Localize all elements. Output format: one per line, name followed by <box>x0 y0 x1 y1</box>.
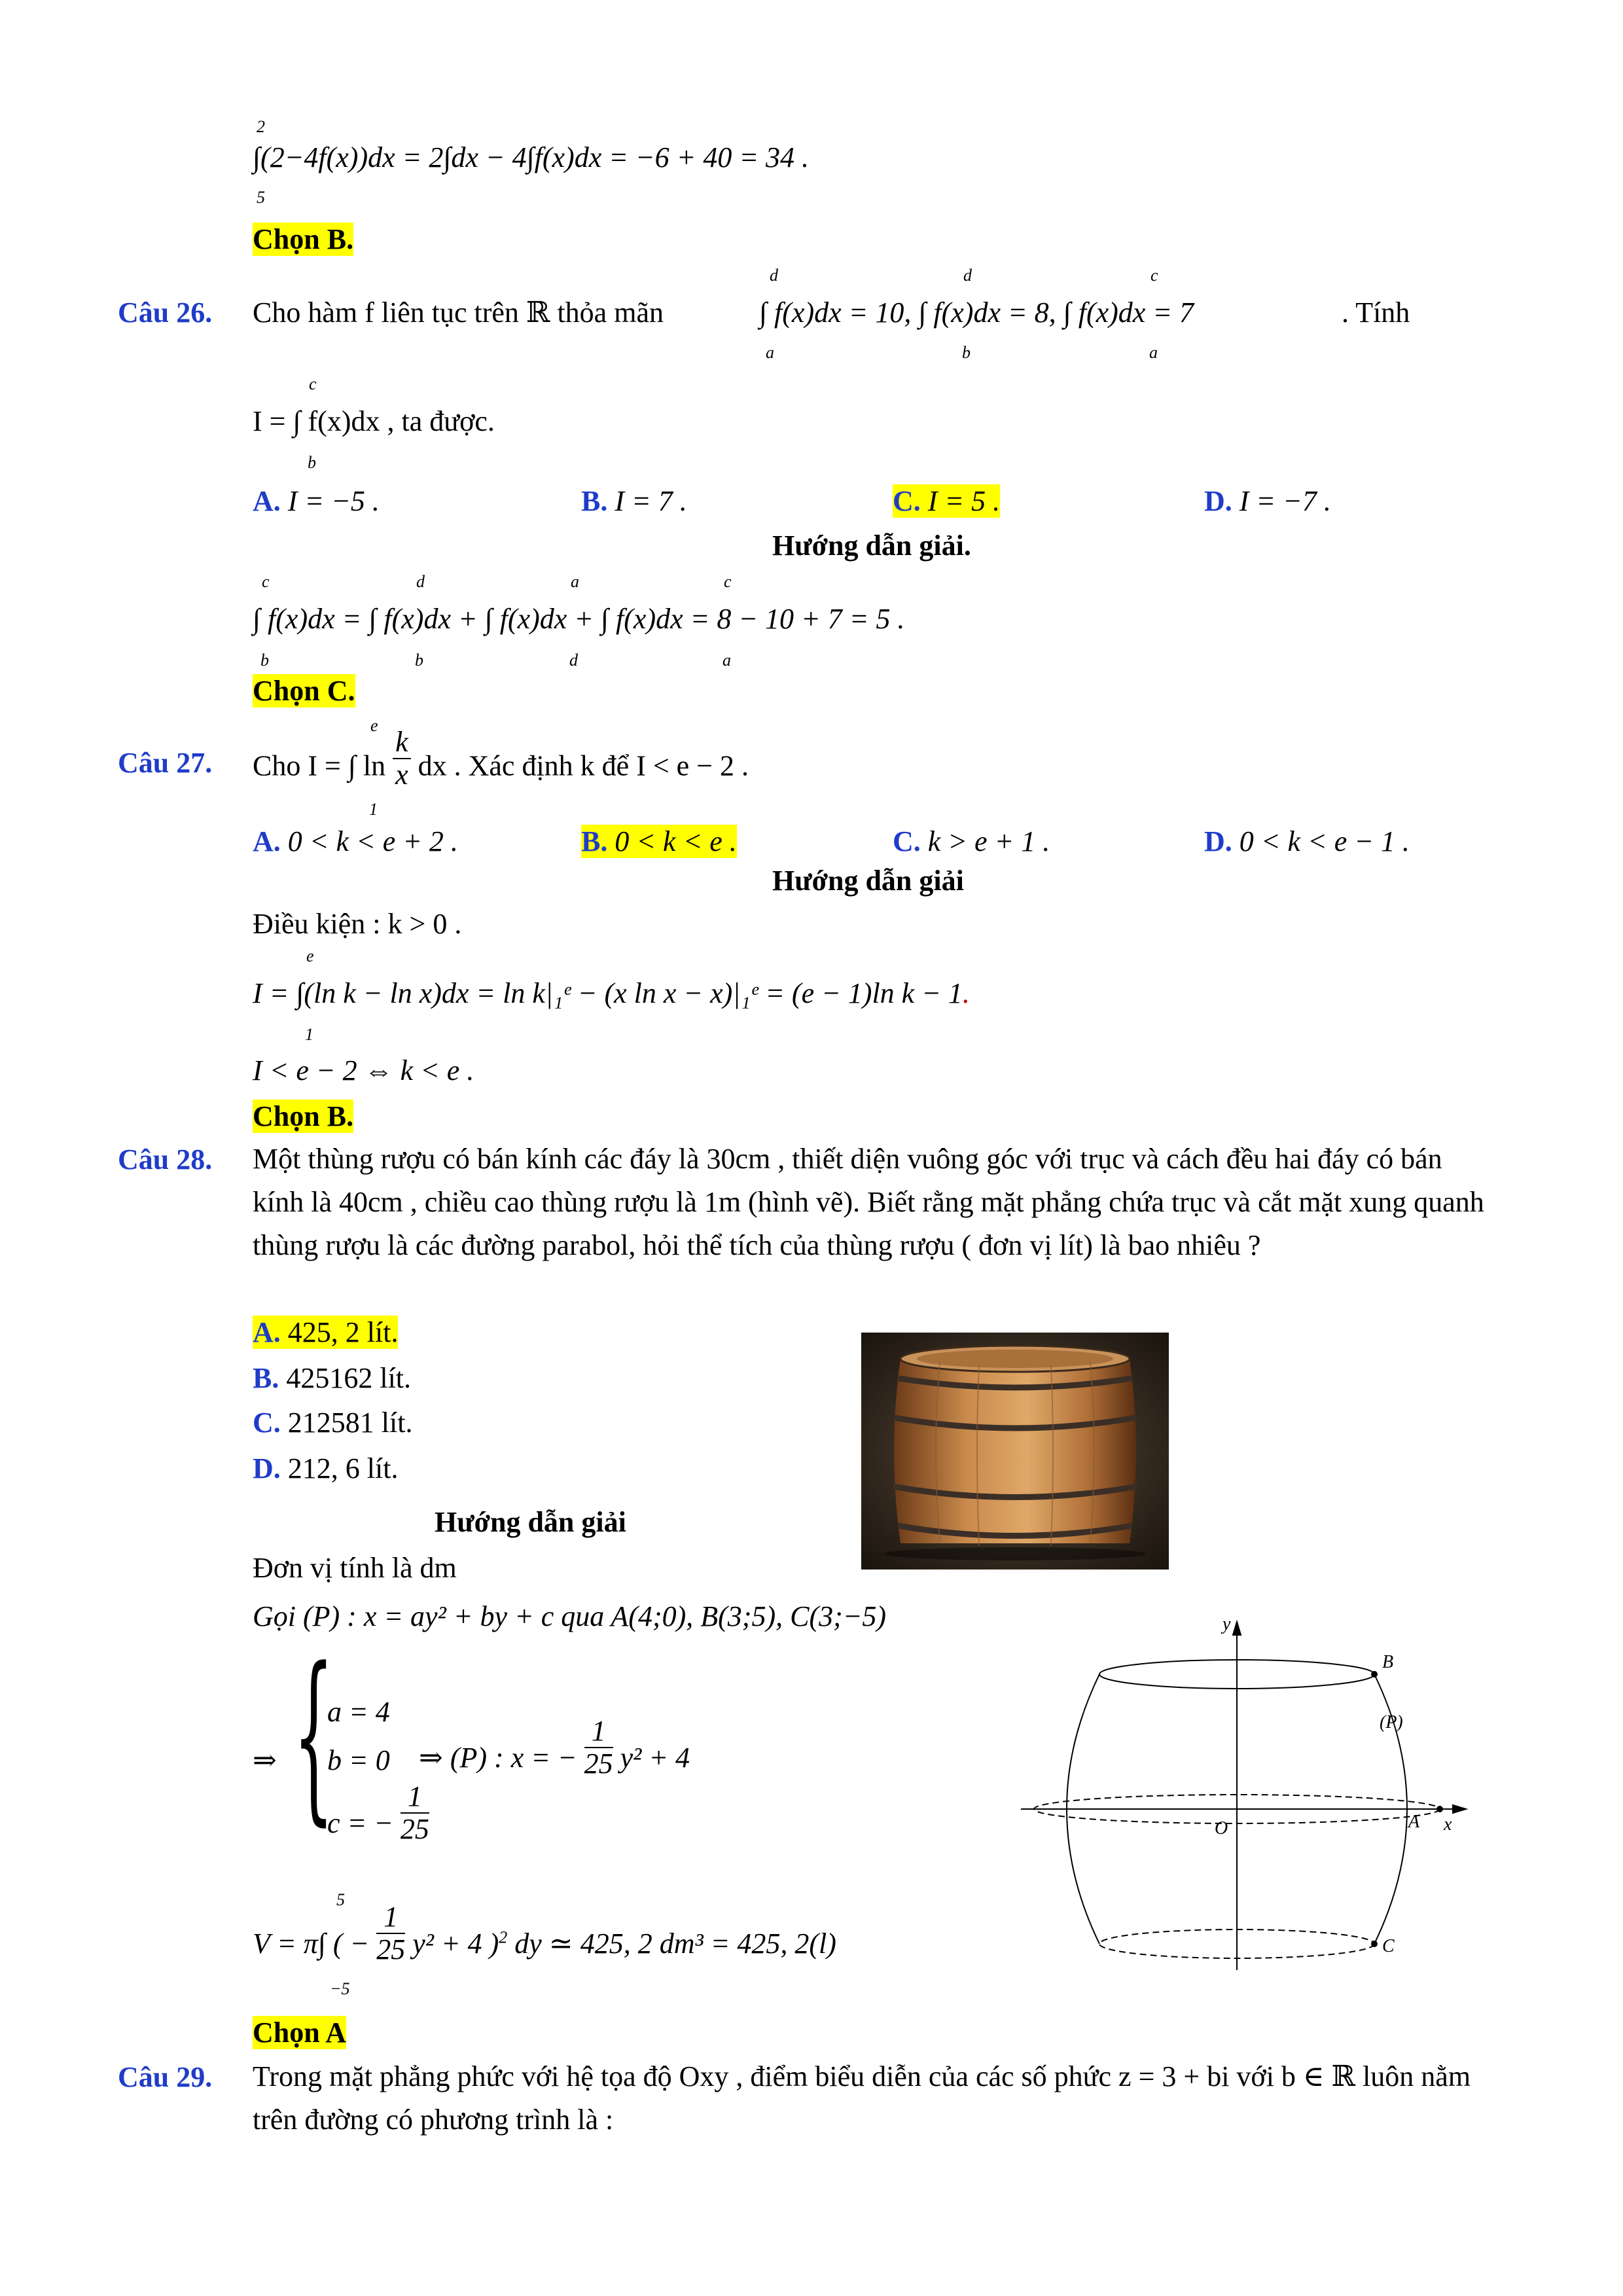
vol-lim-top: 5 <box>336 1890 345 1909</box>
q28-option-d <box>253 1452 398 1485</box>
q28-sys-c <box>327 1780 429 1845</box>
diagram-b-label: B <box>1382 1652 1394 1672</box>
q26-line2 <box>253 374 495 472</box>
q27-calc-end: . <box>962 977 970 1009</box>
option-label: C. <box>893 485 921 517</box>
result-pre: ⇒ (P) : x = − <box>419 1742 577 1774</box>
option-label: A. <box>253 485 281 517</box>
frac-den: 25 <box>376 1933 406 1965</box>
q26-guide-title: Hướng dẫn giải. <box>772 529 971 562</box>
prev-lim-bot: 5 <box>257 188 265 207</box>
sol-lim: d <box>569 651 578 670</box>
q26-chon: Chọn C. <box>253 675 355 707</box>
option-label: B. <box>581 485 608 517</box>
prev-integral-line <box>253 117 810 207</box>
vol-open: ( − <box>332 1928 370 1960</box>
q27-fraction <box>393 726 411 791</box>
option-text: I = 7 . <box>615 485 687 517</box>
q26-line2-lim: b <box>308 453 316 472</box>
vol-lim-bot: −5 <box>330 1979 350 1998</box>
q29-text: Trong mặt phẳng phức với hệ tọa độ Oxy , điểm biểu diễn của các số phức z = 3 + bi với b ∈ ℝ luôn nằm trên đường có phương trình là : <box>253 2060 1471 2136</box>
q28-sys-a: a = 4 <box>327 1696 390 1728</box>
q28-guide-title: Hướng dẫn giải <box>435 1506 626 1538</box>
q26-text-a: Cho hàm f liên tục trên ℝ thỏa mãn <box>253 296 664 329</box>
q27-inequality: I < e − 2 ⇔ k < e . <box>253 1054 474 1086</box>
option-label: D. <box>1204 485 1232 517</box>
option-label: B. <box>253 1362 279 1394</box>
q26-option-b <box>581 484 687 518</box>
q26-option-a <box>253 484 380 518</box>
q28-option-a <box>253 1316 398 1349</box>
option-label: C. <box>893 825 921 857</box>
q26-number: Câu 26. <box>118 296 213 329</box>
q28-call: Gọi (P) : x = ay² + by + c qua A(4;0), B(3;5), C(3;−5) <box>253 1600 887 1632</box>
barrel-image <box>861 1333 1169 1570</box>
q26-cond-text: ∫ f(x)dx = 10, ∫ f(x)dx = 8, ∫ f(x)dx = 7 <box>759 296 1194 329</box>
q27-calc-text: I = ∫(ln k − ln x)dx = ln k|₁ᵉ − (x ln x − x)|₁ᵉ = (e − 1)ln k − 1 <box>253 977 963 1009</box>
frac-num: 1 <box>401 1781 429 1814</box>
q27-stem <box>253 716 749 819</box>
q26-lim: d <box>770 266 778 285</box>
diagram-a-label: A <box>1408 1812 1420 1832</box>
q26-lim: d <box>963 266 972 285</box>
option-text: 212, 6 lít. <box>287 1452 399 1484</box>
result-frac <box>584 1715 613 1780</box>
q26-lim: a <box>1149 343 1158 362</box>
q26-solution <box>253 572 905 670</box>
option-label: A. <box>253 825 281 857</box>
sol-lim: d <box>416 572 425 591</box>
q27-option-a <box>253 825 458 858</box>
option-label: B. <box>581 825 608 857</box>
q26-line2-text: I = ∫ f(x)dx , ta được. <box>253 405 495 437</box>
q26-lim: a <box>766 343 774 362</box>
option-text: 0 < k < e − 1 . <box>1239 825 1410 857</box>
sys-c-text: c = − <box>327 1807 393 1839</box>
barrel-diagram <box>1021 1617 1479 1970</box>
q27-option-d <box>1204 825 1410 858</box>
q28-number: Câu 28. <box>118 1143 213 1175</box>
option-text: 0 < k < e . <box>615 825 737 857</box>
option-text: I = −5 . <box>287 485 380 517</box>
vol-exp: 2 <box>499 1928 508 1947</box>
sol-lim: b <box>415 651 423 670</box>
frac-num: 1 <box>584 1715 613 1748</box>
option-label: D. <box>1204 825 1232 857</box>
result-post: y² + 4 <box>620 1742 690 1774</box>
q27-option-c <box>893 825 1050 858</box>
diagram-y-label: y <box>1222 1617 1231 1634</box>
option-text: 425, 2 lít. <box>287 1316 399 1348</box>
q28-arrow: ⇒ <box>253 1744 277 1776</box>
q28-volume <box>253 1890 836 1998</box>
sol-lim: a <box>571 572 579 591</box>
q26-solution-text: ∫ f(x)dx = ∫ f(x)dx + ∫ f(x)dx + ∫ f(x)dx = 8 − 10 + 7 = 5 . <box>253 603 905 635</box>
vol-post: dy ≃ 425, 2 dm³ = 425, 2(l) <box>514 1928 836 1960</box>
diagram-c-label: C <box>1382 1936 1395 1956</box>
option-label: D. <box>253 1452 281 1484</box>
vol-mid: y² + 4 ) <box>412 1928 499 1960</box>
sys-c-frac <box>401 1781 429 1846</box>
sol-lim: c <box>724 572 732 591</box>
q27-calc <box>253 946 970 1044</box>
q27-condition: Điều kiện : k > 0 . <box>253 908 462 940</box>
frac-den: x <box>395 759 408 791</box>
q26-option-d <box>1204 484 1331 518</box>
option-text: 0 < k < e + 2 . <box>287 825 458 857</box>
sol-lim: c <box>262 572 270 591</box>
q26-lim: b <box>962 343 971 362</box>
frac-num: 1 <box>376 1901 405 1934</box>
option-label: C. <box>253 1407 281 1439</box>
q27-lim-bot: 1 <box>369 800 378 819</box>
q28-sys-b: b = 0 <box>327 1744 390 1776</box>
q26-lim: c <box>1150 266 1158 285</box>
option-text: I = −7 . <box>1239 485 1331 517</box>
q28-brace: { <box>293 1629 334 1842</box>
prev-lim-top: 2 <box>257 117 265 136</box>
diagram-o-label: O <box>1215 1818 1228 1839</box>
diagram-p-label: (P) <box>1380 1712 1403 1732</box>
diagram-x-label: x <box>1444 1814 1452 1835</box>
q27-calc-lim-bot: 1 <box>305 1025 313 1044</box>
vol-pre: V = π∫ <box>253 1928 326 1960</box>
sol-lim: b <box>260 651 269 670</box>
sol-lim: a <box>722 651 731 670</box>
q27-number: Câu 27. <box>118 747 213 779</box>
option-text: k > e + 1 . <box>927 825 1050 857</box>
option-text: 212581 lít. <box>287 1407 413 1439</box>
q27-lim-top: e <box>370 716 378 735</box>
vol-frac <box>376 1901 405 1966</box>
q28-option-c <box>253 1406 412 1439</box>
q27-text-b: dx . Xác định k để I < e − 2 . <box>418 749 749 782</box>
q27-option-b <box>581 825 737 858</box>
frac-den: 25 <box>584 1747 613 1780</box>
frac-den: 25 <box>400 1812 429 1845</box>
q28-chon: Chọn A <box>253 2017 347 2049</box>
frac-num: k <box>393 726 411 759</box>
q26-condition <box>759 266 1194 362</box>
prev-chon: Chọn B. <box>253 223 354 255</box>
q28-text: Một thùng rượu có bán kính các đáy là 30cm , thiết diện vuông góc với trục và cách đều hai đáy có bán kính là 40cm , chiều cao thùng rượu là 1m (hình vẽ). Biết rằng mặt phẳng chứa trục và cắt mặt xung quanh thùng rượu là các đường parabol, hỏi thể tích của thùng rượu ( đơn vị lít) là bao nhiêu ? <box>253 1143 1484 1261</box>
q26-text-b: . Tính <box>1342 296 1410 329</box>
q27-text-a: Cho I = ∫ ln <box>253 749 386 782</box>
option-label: A. <box>253 1316 281 1348</box>
q28-option-b <box>253 1361 411 1395</box>
option-text: 425162 lít. <box>286 1362 412 1394</box>
option-text: I = 5 . <box>927 485 1001 517</box>
q27-calc-lim-top: e <box>306 946 314 965</box>
q29-number: Câu 29. <box>118 2061 213 2093</box>
prev-integral-text: ∫(2−4f(x))dx = 2∫dx − 4∫f(x)dx = −6 + 40 = 34 . <box>253 141 810 173</box>
q28-result <box>419 1714 690 1780</box>
q26-option-c <box>893 484 1000 518</box>
q27-guide-title: Hướng dẫn giải <box>772 865 964 897</box>
q28-unit: Đơn vị tính là dm <box>253 1552 457 1584</box>
q27-chon: Chọn B. <box>253 1100 354 1132</box>
q26-line2-lim: c <box>309 374 317 393</box>
